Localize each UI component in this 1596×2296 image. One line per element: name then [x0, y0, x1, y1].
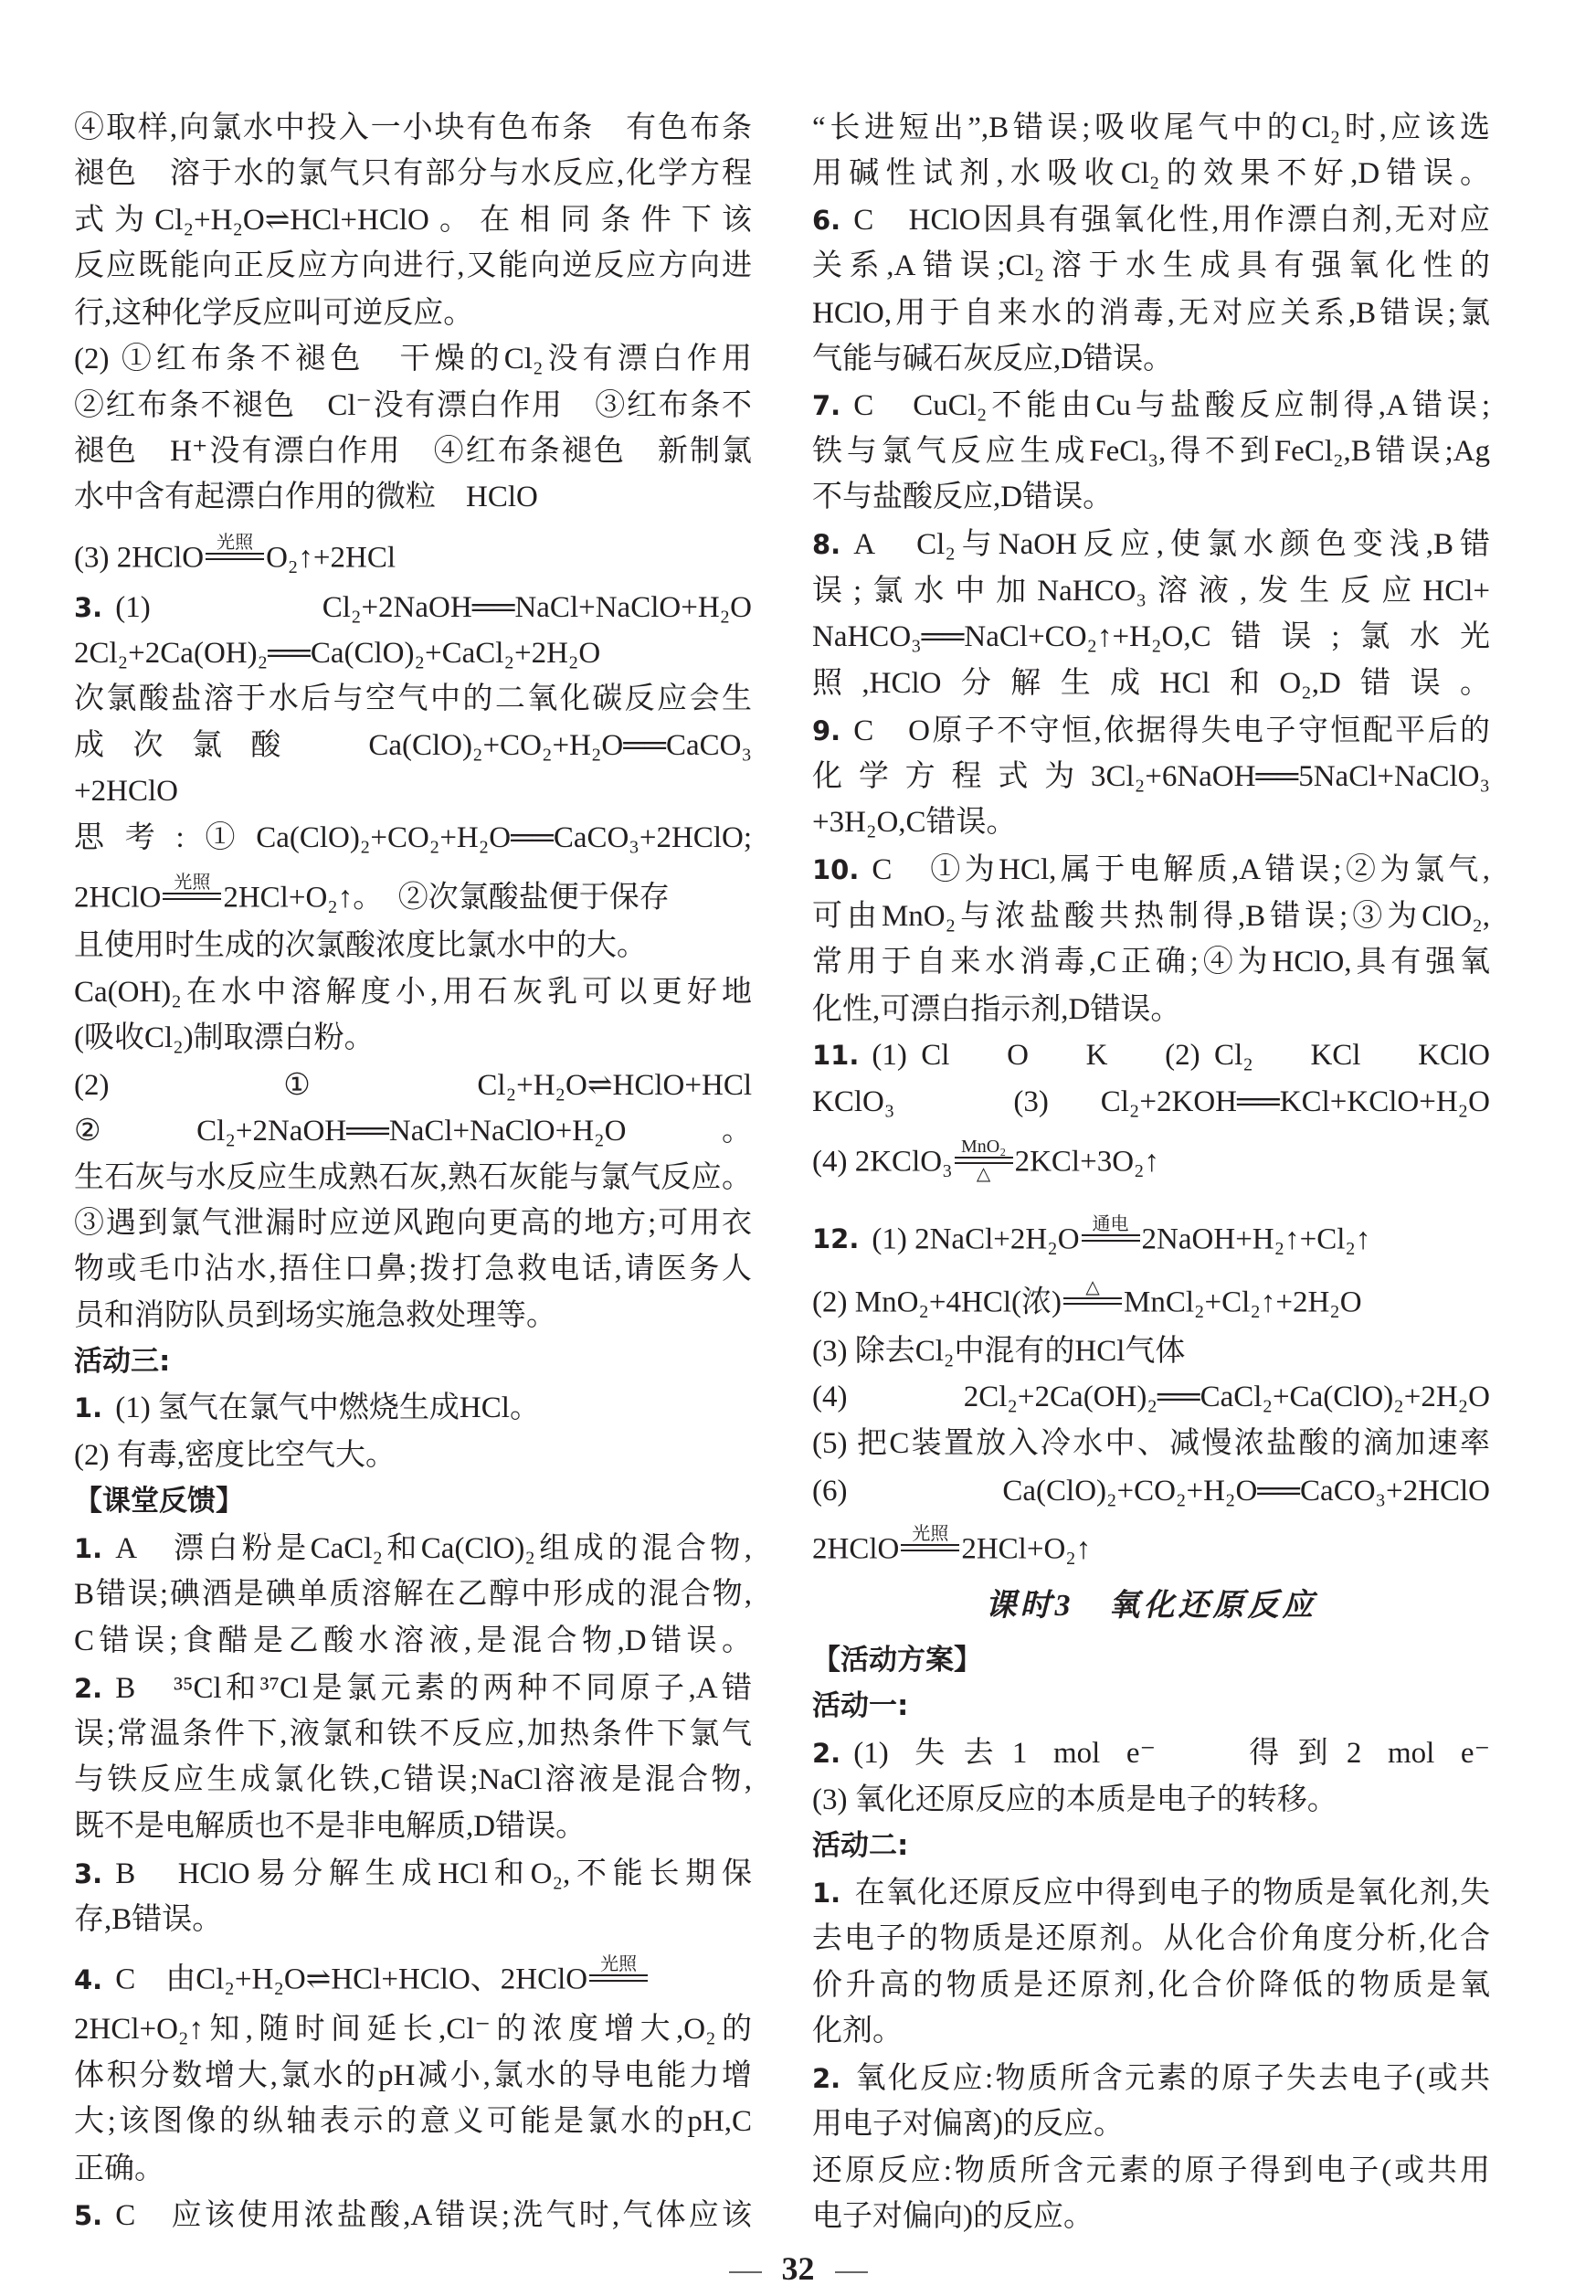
- line-text: ③遇到氯气泄漏时应逆风跑向更高的地方;可用衣: [74, 1207, 752, 1240]
- text-line: [812, 2153, 1490, 2189]
- text-line: [74, 1297, 752, 1334]
- equation-right: 2HCl+O₂↑: [961, 1532, 1092, 1566]
- question-number: 8.: [812, 529, 841, 561]
- reaction-condition-arrow: [1082, 1214, 1140, 1262]
- line-text: KClO₃ (3) Cl₂+2KOH══KCl+KClO+H₂O: [812, 1085, 1490, 1118]
- text-line: [812, 991, 1490, 1028]
- question-number: 6.: [812, 204, 841, 236]
- reaction-condition-arrow: [163, 873, 221, 920]
- text-line: [74, 927, 752, 964]
- line-text: ②Cl₂+2NaOH══NaCl+NaClO+H₂O。: [74, 1115, 752, 1148]
- double-line-equals: [901, 1544, 959, 1551]
- line-text: 关系,A错误;Cl₂溶于水生成具有强氧化性的: [812, 249, 1490, 282]
- text-line: [812, 2106, 1490, 2143]
- double-line-equals: [163, 893, 221, 900]
- lesson-title: [812, 1588, 1490, 1624]
- condition-top: MnO₂: [960, 1137, 1007, 1157]
- text-line: [812, 387, 1490, 424]
- line-text: B ³⁵Cl和³⁷Cl是氯元素的两种不同原子,A错: [115, 1671, 752, 1705]
- condition-top: 光照: [600, 1954, 638, 1975]
- text-line: [812, 619, 1490, 655]
- text-line: [812, 202, 1490, 238]
- text-line: [812, 526, 1490, 563]
- text-line: [812, 341, 1490, 377]
- line-text: B错误;碘酒是碘单质溶解在乙醇中形成的混合物,: [74, 1578, 752, 1612]
- line-text: 可由MnO₂与浓盐酸共热制得,B错误;③为ClO₂,: [812, 899, 1490, 933]
- equation-line: [812, 1524, 1490, 1575]
- text-line: [74, 1390, 752, 1426]
- line-text: 【课堂反馈】: [74, 1484, 244, 1518]
- text-line: [74, 2058, 752, 2094]
- page-number: 32: [781, 2250, 815, 2287]
- text-line: [812, 1333, 1490, 1370]
- text-line: [74, 1530, 752, 1567]
- text-line: [74, 727, 752, 764]
- line-text: C HClO因具有强氧化性,用作漂白剂,无对应: [853, 203, 1490, 237]
- line-text: (3) 氧化还原反应的本质是电子的转移。: [812, 1783, 1337, 1816]
- line-text: C错误;食醋是乙酸水溶液,是混合物,D错误。: [74, 1624, 752, 1657]
- line-text: “长进短出”,B错误;吸收尾气中的Cl₂时,应该选: [812, 111, 1490, 144]
- line-text: 不与盐酸反应,D错误。: [812, 481, 1114, 514]
- line-text: (2) 有毒,密度比空气大。: [74, 1438, 396, 1472]
- question-number: 3.: [74, 1857, 103, 1889]
- text-line: [74, 1762, 752, 1798]
- double-line-equals: [206, 553, 264, 560]
- line-text: 用电子对偏离)的反应。: [812, 2108, 1124, 2142]
- equation-left: (1) 2NaCl+2H₂O: [872, 1222, 1080, 1256]
- line-text: (1) Cl₂+2NaOH══NaCl+NaClO+H₂O: [115, 590, 752, 624]
- text-line: [74, 2151, 752, 2187]
- text-line: [74, 635, 752, 672]
- text-line: [74, 1808, 752, 1845]
- text-line: [812, 1735, 1490, 1772]
- question-number: 4.: [74, 1963, 103, 1995]
- line-text: ②红布条不褪色 Cl⁻没有漂白作用 ③红布条不: [74, 388, 752, 422]
- line-text: 铁与氯气反应生成FeCl₃,得不到FeCl₂,B错误;Ag: [812, 435, 1490, 468]
- equation-left: 2HClO: [812, 1532, 900, 1566]
- equation-left: C 由Cl₂+H₂O⇌HCl+HClO、2HClO: [115, 1963, 588, 1996]
- line-text: 褪色 H⁺没有漂白作用 ④红布条褪色 新制氯: [74, 435, 752, 468]
- reaction-condition-arrow: [955, 1137, 1013, 1184]
- text-line: [74, 1901, 752, 1938]
- text-line: [74, 681, 752, 717]
- condition-top: 通电: [1092, 1213, 1129, 1234]
- line-text: (6) Ca(ClO)₂+CO₂+H₂O══CaCO₃+2HClO: [812, 1474, 1490, 1508]
- question-number: 10.: [812, 854, 860, 886]
- equation-line: [74, 532, 752, 584]
- line-text: 2HCl+O₂↑知,随时间延长,Cl⁻的浓度增大,O₂的: [74, 2013, 752, 2047]
- double-line-equals: [1063, 1297, 1122, 1305]
- line-text: 体积分数增大,氯水的pH减小,氯水的导电能力增: [74, 2058, 752, 2092]
- line-text: 2Cl₂+2Ca(OH)₂══Ca(ClO)₂+CaCl₂+2H₂O: [74, 637, 601, 670]
- line-text: 存,B错误。: [74, 1903, 223, 1937]
- question-number: 9.: [812, 714, 841, 746]
- line-text: (5) 把C装置放入冷水中、减慢浓盐酸的滴加速率: [812, 1426, 1490, 1460]
- text-line: [74, 1856, 752, 1892]
- line-text: 在氧化还原反应中得到电子的物质是氧化剂,失: [853, 1876, 1490, 1910]
- question-number: 12.: [812, 1223, 860, 1255]
- line-text: A Cl₂与NaOH反应,使氯水颜色变浅,B错: [853, 528, 1490, 562]
- text-line: [812, 433, 1490, 470]
- text-line: [812, 713, 1490, 749]
- line-text: 次氯酸盐溶于水后与空气中的二氧化碳反应会生: [74, 682, 752, 716]
- double-line-equals: [1082, 1234, 1140, 1242]
- text-line: [812, 852, 1490, 888]
- text-line: [812, 2060, 1490, 2097]
- reaction-condition-arrow: [901, 1524, 959, 1571]
- text-line: [74, 1623, 752, 1659]
- line-text: (吸收Cl₂)制取漂白粉。: [74, 1021, 375, 1054]
- double-line-equals: [955, 1157, 1013, 1164]
- line-text: NaHCO₃══NaCl+CO₂↑+H₂O,C错误;氯水光: [812, 620, 1490, 654]
- page-number-footer: [0, 2249, 1596, 2288]
- text-line: [74, 479, 752, 515]
- text-line: [74, 155, 752, 192]
- line-text: 价升高的物质是还原剂,化合价降低的物质是氧: [812, 1968, 1490, 2002]
- line-text: 与铁反应生成氯化铁,C错误;NaCl溶液是混合物,: [74, 1763, 752, 1797]
- text-line: [74, 110, 752, 146]
- footer-dash: [835, 2271, 868, 2273]
- condition-top: 光照: [217, 532, 254, 553]
- text-line: [74, 1670, 752, 1707]
- text-line: [74, 1716, 752, 1752]
- text-line: [74, 433, 752, 470]
- equation-right: O₂↑+2HCl: [266, 541, 396, 575]
- question-number: 3.: [74, 591, 103, 623]
- text-line: [812, 898, 1490, 935]
- line-text: 且使用时生成的次氯酸浓度比氯水中的大。: [74, 929, 647, 963]
- reaction-condition-arrow: [589, 1954, 648, 2002]
- line-text: (1) 氢气在氯气中燃烧生成HCl。: [115, 1391, 540, 1424]
- line-text: (1) Cl O K (2) Cl₂ KCl KClO: [872, 1039, 1490, 1073]
- text-line: [74, 1437, 752, 1474]
- line-text: HClO,用于自来水的消毒,无对应关系,B错误;氯: [812, 296, 1490, 330]
- equation-line: [812, 1137, 1490, 1188]
- text-line: [74, 589, 752, 626]
- line-text: 行,这种化学反应叫可逆反应。: [74, 296, 474, 330]
- line-text: 化学方程式为3Cl₂+6NaOH══5NaCl+NaClO₃: [812, 759, 1490, 793]
- reaction-condition-arrow: [1063, 1277, 1122, 1325]
- question-number: 1.: [812, 1877, 841, 1909]
- line-text: 化剂。: [812, 2015, 903, 2047]
- text-line: [812, 2198, 1490, 2235]
- line-text: 气能与碱石灰反应,D错误。: [812, 343, 1174, 376]
- line-text: C 应该使用浓盐酸,A错误;洗气时,气体应该: [115, 2198, 752, 2232]
- text-line: [74, 2103, 752, 2140]
- line-text: (2) ①Cl₂+H₂O⇌HClO+HCl: [74, 1068, 752, 1102]
- equation-left: 2HClO: [74, 881, 162, 915]
- line-text: 照,HClO分解生成HCl和O₂,D错误。: [812, 666, 1490, 700]
- line-text: (1) 失去1 mol e⁻ 得到2 mol e⁻: [853, 1737, 1490, 1771]
- line-text: +2HClO: [74, 775, 178, 809]
- line-text: ④取样,向氯水中投入一小块有色布条 有色布条: [74, 111, 752, 144]
- section-label: [812, 1642, 1490, 1678]
- text-line: [812, 295, 1490, 332]
- text-line: [812, 1379, 1490, 1415]
- line-text: 还原反应:物质所含元素的原子得到电子(或共用: [812, 2153, 1490, 2187]
- text-line: [74, 974, 752, 1010]
- condition-bottom: △: [976, 1164, 991, 1184]
- text-line: [812, 248, 1490, 284]
- line-text: Ca(OH)₂在水中溶解度小,用石灰乳可以更好地: [74, 975, 752, 1009]
- text-line: [812, 155, 1490, 192]
- question-number: 2.: [812, 1738, 841, 1770]
- question-number: 2.: [74, 1672, 103, 1704]
- section-label: [812, 1827, 1490, 1864]
- text-line: [74, 341, 752, 377]
- line-text: 活动三:: [74, 1345, 171, 1379]
- condition-top: △: [1085, 1277, 1100, 1298]
- line-text: 既不是电解质也不是非电解质,D错误。: [74, 1809, 587, 1843]
- question-number: 1.: [74, 1532, 103, 1564]
- line-text: A 漂白粉是CaCl₂和Ca(ClO)₂组成的混合物,: [115, 1531, 752, 1565]
- line-text: 误;常温条件下,液氯和铁不反应,加热条件下氯气: [74, 1718, 752, 1751]
- line-text: 常用于自来水消毒,C正确;④为HClO,具有强氧: [812, 946, 1490, 979]
- equation-line: [74, 872, 752, 924]
- line-text: 用碱性试剂,水吸收Cl₂的效果不好,D错误。: [812, 157, 1491, 191]
- line-text: 大;该图像的纵轴表示的意义可能是氯水的pH,C: [74, 2105, 752, 2139]
- text-line: [74, 820, 752, 856]
- text-line: [74, 1205, 752, 1242]
- text-line: [74, 1113, 752, 1149]
- line-text: C CuCl₂不能由Cu与盐酸反应制得,A错误;: [853, 388, 1490, 422]
- text-line: [812, 573, 1490, 609]
- line-text: 褪色 溶于水的氯气只有部分与水反应,化学方程: [74, 157, 752, 191]
- section-label: [74, 1343, 752, 1380]
- footer-dash: [729, 2271, 762, 2273]
- line-text: 员和消防队员到场实施急救处理等。: [74, 1298, 556, 1332]
- question-number: 1.: [74, 1391, 103, 1423]
- text-line: [812, 665, 1490, 702]
- line-text: 思考:①Ca(ClO)₂+CO₂+H₂O══CaCO₃+2HClO;: [74, 820, 752, 854]
- text-line: [74, 387, 752, 424]
- line-text: 氧化反应:物质所含元素的原子失去电子(或共: [853, 2062, 1490, 2095]
- text-line: [74, 1159, 752, 1196]
- reaction-condition-arrow: [206, 533, 264, 580]
- text-line: [74, 1020, 752, 1056]
- text-line: [812, 944, 1490, 980]
- line-text: 物或毛巾沾水,捂住口鼻;拨打急救电话,请医务人: [74, 1253, 752, 1286]
- equation-right: 2KCl+3O₂↑: [1014, 1145, 1160, 1179]
- text-line: [74, 248, 752, 284]
- line-text: 【活动方案】: [812, 1643, 982, 1677]
- line-text: 化性,可漂白指示剂,D错误。: [812, 993, 1181, 1026]
- line-text: B HClO易分解生成HCl和O₂,不能长期保: [115, 1857, 752, 1890]
- text-line: [74, 295, 752, 332]
- text-line: [74, 2011, 752, 2047]
- text-line: [74, 1251, 752, 1287]
- line-text: (3) 除去Cl₂中混有的HCl气体: [812, 1334, 1186, 1368]
- equation-right: MnCl₂+Cl₂↑+2H₂O: [1124, 1286, 1362, 1319]
- line-text: 生石灰与水反应生成熟石灰,熟石灰能与氯气反应。: [74, 1160, 752, 1194]
- equation-line: [812, 1213, 1490, 1265]
- text-line: [812, 758, 1490, 795]
- line-text: 水中含有起漂白作用的微粒 HClO: [74, 481, 538, 514]
- question-number: 11.: [812, 1040, 860, 1072]
- line-text: 课时3 氧化还原反应: [985, 1589, 1317, 1624]
- section-label: [812, 1688, 1490, 1724]
- question-number: 7.: [812, 389, 841, 421]
- text-line: [812, 110, 1490, 146]
- section-label: [74, 1483, 752, 1519]
- condition-top: 光照: [174, 872, 211, 893]
- equation-right: 2NaOH+H₂↑+Cl₂↑: [1141, 1222, 1371, 1256]
- line-text: (4) 2Cl₂+2Ca(OH)₂══CaCl₂+Ca(ClO)₂+2H₂O: [812, 1381, 1490, 1414]
- line-text: (2) ①红布条不褪色 干燥的Cl₂没有漂白作用: [74, 343, 752, 376]
- text-line: [812, 1967, 1490, 2004]
- text-line: [812, 1084, 1490, 1120]
- text-line: [812, 1920, 1490, 1957]
- line-text: 活动二:: [812, 1828, 909, 1862]
- text-line: [812, 479, 1490, 515]
- equation-line: [812, 1277, 1490, 1328]
- text-line: [74, 1576, 752, 1613]
- line-text: +3H₂O,C错误。: [812, 806, 1017, 840]
- line-text: 式为Cl₂+H₂O⇌HCl+HClO。在相同条件下该: [74, 203, 752, 237]
- text-line: [812, 804, 1490, 841]
- line-text: C O原子不守恒,依据得失电子守恒配平后的: [853, 714, 1490, 747]
- text-line: [74, 773, 752, 809]
- line-text: 去电子的物质是还原剂。从化合价角度分析,化合: [812, 1922, 1490, 1956]
- line-text: 活动一:: [812, 1689, 909, 1723]
- line-text: 电子对偏向)的反应。: [812, 2200, 1094, 2234]
- text-line: [812, 1782, 1490, 1818]
- line-text: 误;氯水中加NaHCO₃溶液,发生反应HCl+: [812, 574, 1490, 608]
- question-number: 5.: [74, 2199, 103, 2231]
- line-text: 正确。: [74, 2153, 164, 2186]
- line-text: 成次氯酸 Ca(ClO)₂+CO₂+H₂O══CaCO₃: [74, 728, 752, 762]
- text-line: [812, 2013, 1490, 2049]
- equation-line: [74, 1954, 752, 2005]
- double-line-equals: [589, 1974, 648, 1982]
- text-line: [812, 1425, 1490, 1462]
- equation-right: 2HCl+O₂↑。 ②次氯酸盐便于保存: [223, 881, 670, 915]
- text-line: [74, 2197, 752, 2234]
- text-line: [812, 1037, 1490, 1074]
- text-line: [74, 202, 752, 238]
- text-line: [74, 1067, 752, 1104]
- line-text: C ①为HCl,属于电解质,A错误;②为氯气,: [872, 853, 1490, 887]
- equation-left: (3) 2HClO: [74, 541, 205, 575]
- text-line: [812, 1875, 1490, 1911]
- question-number: 2.: [812, 2063, 841, 2094]
- line-text: 反应既能向正反应方向进行,又能向逆反应方向进: [74, 249, 752, 282]
- condition-top: 光照: [912, 1524, 949, 1545]
- text-line: [812, 1473, 1490, 1509]
- equation-left: (2) MnO₂+4HCl(浓): [812, 1286, 1062, 1319]
- equation-left: (4) 2KClO₃: [812, 1145, 953, 1179]
